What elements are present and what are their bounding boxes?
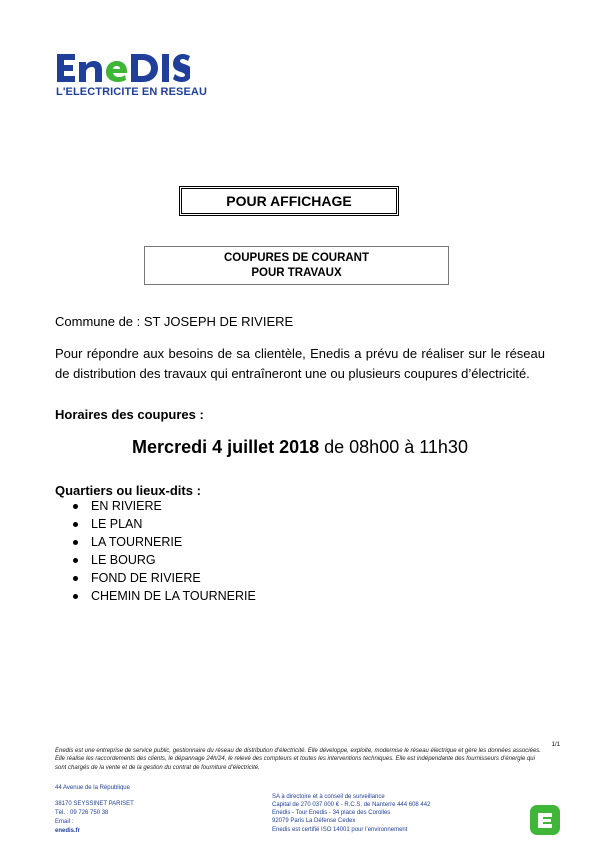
quartier-item: [73, 533, 256, 551]
pour-affichage-box: [179, 186, 399, 216]
enedis-logo-wordmark: [55, 50, 190, 86]
quartier-label: CHEMIN DE LA TOURNERIE: [91, 589, 256, 603]
coupures-box: [144, 246, 449, 285]
footer-corp-line2: Capital de 270 037 000 € - R.C.S. de Nanterre 444 608 442: [272, 802, 431, 808]
quartier-label: LE PLAN: [91, 517, 143, 531]
enedis-e-logo-icon: [530, 805, 560, 835]
commune-line: Commune de : ST JOSEPH DE RIVIERE: [55, 314, 294, 329]
quartier-item: [73, 569, 256, 587]
footer-disclaimer: Enedis est une entreprise de service public, gestionnaire du réseau de distribution d’électricité. Elle développe, exploite, modernise le réseau électrique et gère les données associées. Elle réalise les raccordements des clients, le dépannage 24h/24, le relevé des compteurs et toutes les interventions techniques. Elle est indépendante des fournisseurs d’énergie qui sont chargés de la vente et de la gestion du contrat de fourniture d’électricité.: [55, 748, 541, 771]
outage-date-line: [0, 437, 600, 458]
quartier-item: [73, 551, 256, 569]
coupures-line2: POUR TRAVAUX: [251, 266, 342, 279]
intro-paragraph: Pour répondre aux besoins de sa clientèle, Enedis a prévu de réaliser sur le réseau de distribution des travaux qui entraîneront une ou plusieurs coupures d’électricité.: [55, 346, 545, 381]
bullet-icon: [73, 540, 78, 545]
footer-corp-line5: Enedis est certifié ISO 14001 pour l’environnement: [272, 827, 408, 833]
logo-tagline: L'ELECTRICITE EN RESEAU: [56, 86, 207, 98]
bullet-icon: [73, 522, 78, 527]
outage-time: de 08h00 à 11h30: [319, 437, 468, 457]
quartier-label: LE BOURG: [91, 553, 156, 567]
pour-affichage-title: POUR AFFICHAGE: [226, 193, 352, 209]
quartiers-list: [73, 497, 256, 605]
page-number: 1/1: [551, 742, 560, 748]
quartier-label: EN RIVIERE: [91, 499, 162, 513]
footer-corp-line3: Enedis - Tour Enedis - 34 place des Corolles: [272, 810, 391, 816]
footer-corp-line1: SA à directoire et à conseil de surveillance: [272, 794, 385, 800]
footer-address-phone: Tél. : 09 726 750 38: [55, 810, 109, 816]
quartier-item: [73, 497, 256, 515]
quartiers-heading: Quartiers ou lieux-dits :: [55, 483, 201, 498]
quartier-label: LA TOURNERIE: [91, 535, 183, 549]
outage-date: Mercredi 4 juillet 2018: [132, 437, 320, 457]
quartier-item: [73, 587, 256, 605]
quartier-label: FOND DE RIVIERE: [91, 571, 201, 585]
bullet-icon: [73, 594, 78, 599]
footer-website-link[interactable]: enedis.fr: [55, 828, 81, 834]
footer-address-street: 44 Avenue de la République: [55, 785, 130, 791]
bullet-icon: [73, 576, 78, 581]
horaires-heading: Horaires des coupures :: [55, 407, 204, 422]
footer-address-city: 38170 SEYSSINET PARISET: [55, 801, 134, 807]
bullet-icon: [73, 504, 78, 509]
footer-corp-line4: 92079 Paris La Défense Cedex: [272, 818, 356, 824]
coupures-line1: COUPURES DE COURANT: [223, 251, 370, 264]
footer-address-email: Email :: [55, 819, 74, 825]
quartier-item: [73, 515, 256, 533]
bullet-icon: [73, 558, 78, 563]
